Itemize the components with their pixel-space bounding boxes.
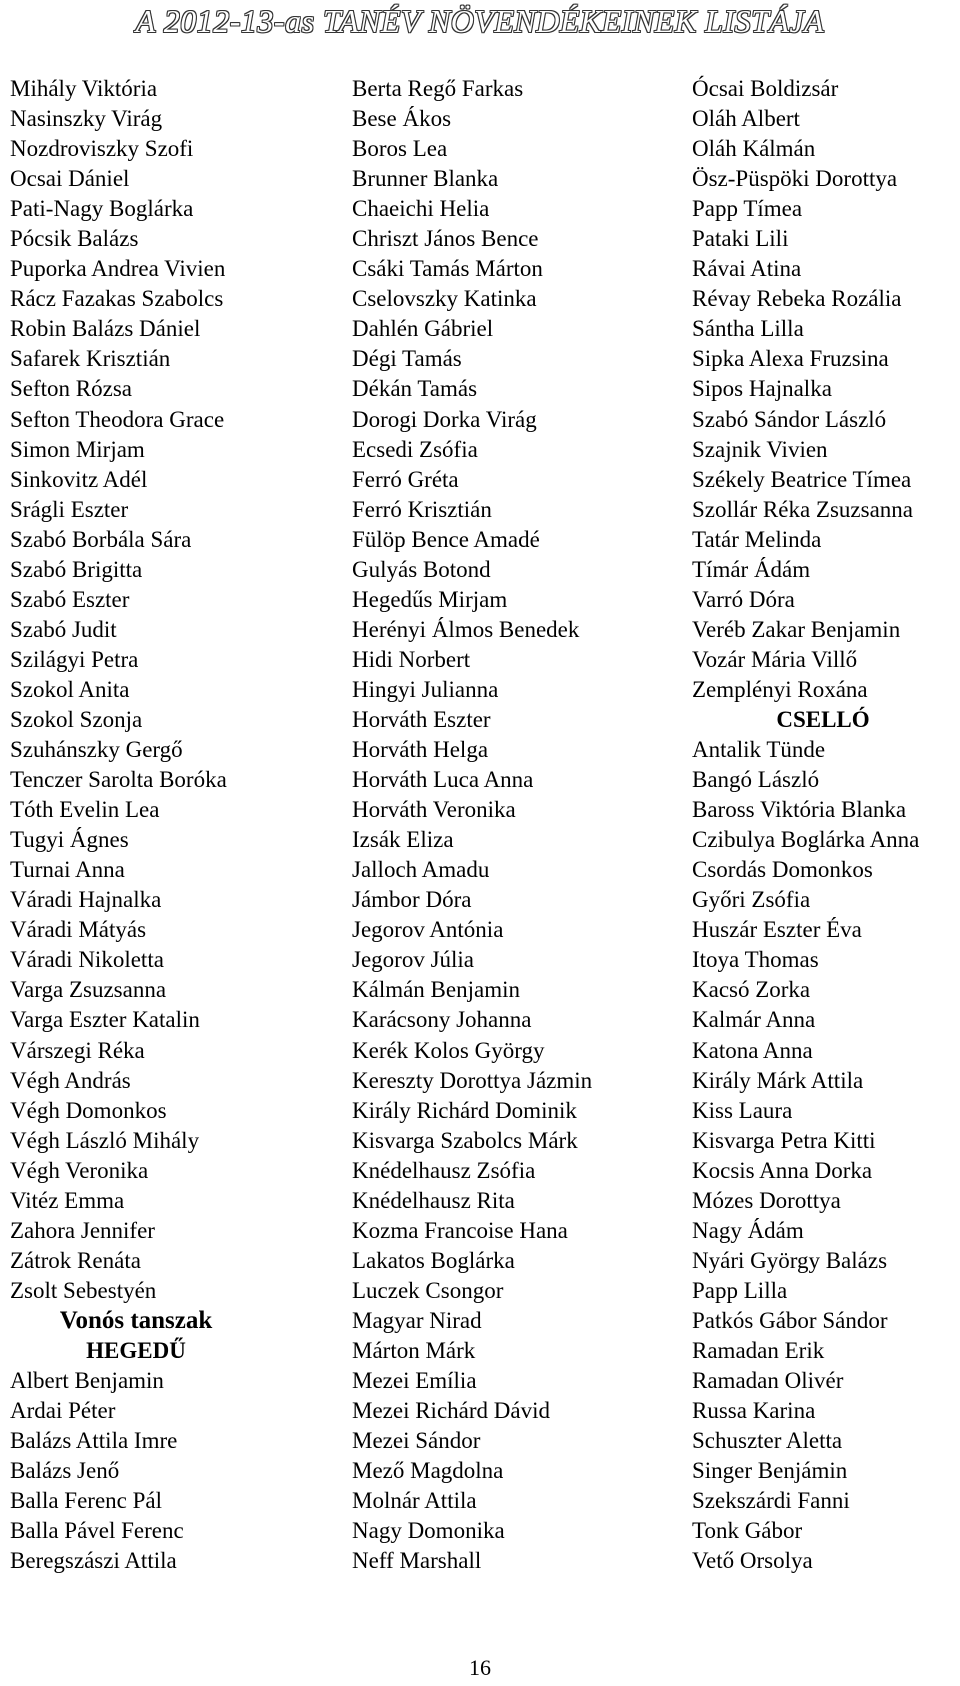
student-name: Magyar Nirad bbox=[352, 1307, 482, 1333]
student-name: Tatár Melinda bbox=[692, 526, 822, 552]
student-name: Varga Zsuzsanna bbox=[10, 977, 167, 1003]
student-name: Szuhánszky Gergő bbox=[10, 737, 183, 763]
student-name: Ecsedi Zsófia bbox=[352, 436, 478, 462]
student-name: Váradi Nikoletta bbox=[10, 947, 164, 973]
student-name: Márton Márk bbox=[352, 1337, 476, 1363]
student-name: Kisvarga Petra Kitti bbox=[692, 1127, 876, 1153]
student-name: Mezei Sándor bbox=[352, 1428, 481, 1454]
student-name: Berta Regő Farkas bbox=[352, 76, 524, 101]
student-name: Fülöp Bence Amadé bbox=[352, 526, 540, 552]
student-name: Tugyi Ágnes bbox=[10, 827, 129, 853]
student-name: Simon Mirjam bbox=[10, 436, 145, 462]
student-name: Szokol Szonja bbox=[10, 706, 143, 732]
student-name: Szokol Anita bbox=[10, 676, 130, 702]
student-name: Szabó Brigitta bbox=[10, 556, 143, 582]
student-name: Végh Veronika bbox=[10, 1157, 149, 1183]
student-name: Nagy Ádám bbox=[692, 1217, 804, 1243]
student-name: Horváth Helga bbox=[352, 737, 489, 763]
student-name: Ferró Gréta bbox=[352, 466, 459, 492]
student-name: Jegorov Antónia bbox=[352, 917, 504, 943]
student-name: Tonk Gábor bbox=[692, 1518, 803, 1544]
student-name: Szabó Borbála Sára bbox=[10, 526, 192, 552]
student-name: Neff Marshall bbox=[352, 1548, 482, 1574]
student-name: Sipka Alexa Fruzsina bbox=[692, 346, 889, 372]
student-name: Safarek Krisztián bbox=[10, 346, 171, 372]
student-name: Srágli Eszter bbox=[10, 496, 129, 522]
subsection-heading: CSELLÓ bbox=[776, 706, 870, 732]
student-name: Izsák Eliza bbox=[352, 827, 454, 853]
student-name: Mezei Richárd Dávid bbox=[352, 1398, 550, 1424]
student-name: Varró Dóra bbox=[692, 586, 795, 612]
student-name: Jámbor Dóra bbox=[352, 887, 472, 913]
student-name: Karácsony Johanna bbox=[352, 1007, 532, 1033]
student-name: Végh Domonkos bbox=[10, 1097, 167, 1123]
student-name: Knédelhausz Rita bbox=[352, 1187, 515, 1213]
name-column-2 bbox=[352, 74, 652, 1576]
student-name: Szilágyi Petra bbox=[10, 646, 139, 672]
student-name: Balázs Jenő bbox=[10, 1458, 120, 1484]
student-name: Balla Pável Ferenc bbox=[10, 1518, 184, 1544]
subsection-heading: HEGEDŰ bbox=[86, 1337, 186, 1363]
student-name: Kerék Kolos György bbox=[352, 1037, 545, 1063]
student-name: Sipos Hajnalka bbox=[692, 376, 832, 402]
name-column-1 bbox=[10, 74, 262, 1576]
student-name: Váradi Hajnalka bbox=[10, 887, 162, 913]
student-name: Székely Beatrice Tímea bbox=[692, 466, 912, 492]
student-name: Turnai Anna bbox=[10, 857, 125, 883]
student-name: Veréb Zakar Benjamin bbox=[692, 616, 901, 642]
student-name: Szabó Sándor László bbox=[692, 406, 887, 432]
student-name: Rávai Atina bbox=[692, 256, 802, 282]
section-heading: Vonós tanszak bbox=[59, 1306, 213, 1334]
student-name: Dékán Tamás bbox=[352, 376, 478, 402]
student-name: Mezei Emília bbox=[352, 1368, 477, 1394]
student-name: Horváth Luca Anna bbox=[352, 767, 534, 793]
student-name: Boros Lea bbox=[352, 136, 448, 162]
student-name: Vitéz Emma bbox=[10, 1187, 125, 1213]
student-name: Horváth Eszter bbox=[352, 706, 491, 732]
student-name: Vozár Mária Villő bbox=[692, 646, 858, 672]
student-name: Zátrok Renáta bbox=[10, 1247, 141, 1273]
student-name: Itoya Thomas bbox=[692, 947, 819, 973]
student-name: Baross Viktória Blanka bbox=[692, 797, 907, 823]
student-name: Mózes Dorottya bbox=[692, 1187, 841, 1213]
student-name: Révay Rebeka Rozália bbox=[692, 286, 902, 312]
student-name: Tímár Ádám bbox=[692, 556, 811, 582]
student-name: Dégi Tamás bbox=[352, 346, 462, 372]
student-name: Kiss Laura bbox=[692, 1097, 793, 1123]
student-name: Végh László Mihály bbox=[10, 1127, 200, 1153]
student-name: Sefton Theodora Grace bbox=[10, 406, 225, 432]
student-name: Sántha Lilla bbox=[692, 316, 804, 342]
student-name: Beregszászi Attila bbox=[10, 1548, 177, 1574]
student-name: Chaeichi Helia bbox=[352, 196, 490, 222]
student-name: Mihály Viktória bbox=[10, 76, 158, 101]
student-name: Kereszty Dorottya Jázmin bbox=[352, 1067, 593, 1093]
student-name: Balázs Attila Imre bbox=[10, 1428, 178, 1454]
student-name: Dahlén Gábriel bbox=[352, 316, 494, 342]
name-column-3 bbox=[692, 74, 954, 1576]
student-name: Ócsai Boldizsár bbox=[692, 76, 839, 101]
student-name: Schuszter Aletta bbox=[692, 1428, 843, 1454]
student-name: Ferró Krisztián bbox=[352, 496, 492, 522]
student-name: Tenczer Sarolta Boróka bbox=[10, 767, 227, 793]
student-name: Antalik Tünde bbox=[692, 737, 826, 763]
student-name: Horváth Veronika bbox=[352, 797, 516, 823]
student-name: Nozdroviszky Szofi bbox=[10, 136, 194, 162]
student-name: Papp Lilla bbox=[692, 1277, 788, 1303]
student-name: Pataki Lili bbox=[692, 226, 789, 252]
student-name: Nagy Domonika bbox=[352, 1518, 505, 1544]
student-name: Kalmár Anna bbox=[692, 1007, 816, 1033]
student-name: Molnár Attila bbox=[352, 1488, 477, 1514]
student-name: Balla Ferenc Pál bbox=[10, 1488, 163, 1514]
student-name: Papp Tímea bbox=[692, 196, 803, 222]
student-name: Huszár Eszter Éva bbox=[692, 917, 862, 943]
student-name: Gulyás Botond bbox=[352, 556, 491, 582]
student-name: Chriszt János Bence bbox=[352, 226, 539, 252]
student-name: Rácz Fazakas Szabolcs bbox=[10, 286, 224, 312]
student-name: Bese Ákos bbox=[352, 106, 452, 132]
student-name: Csáki Tamás Márton bbox=[352, 256, 543, 282]
student-name: Russa Karina bbox=[692, 1398, 816, 1424]
student-name: Luczek Csongor bbox=[352, 1277, 504, 1303]
student-name: Katona Anna bbox=[692, 1037, 813, 1063]
student-name: Knédelhausz Zsófia bbox=[352, 1157, 536, 1183]
student-name: Robin Balázs Dániel bbox=[10, 316, 201, 342]
student-name: Szollár Réka Zsuzsanna bbox=[692, 496, 913, 522]
student-name: Vető Orsolya bbox=[692, 1548, 813, 1574]
student-name: Szekszárdi Fanni bbox=[692, 1488, 850, 1514]
student-name: Váradi Mátyás bbox=[10, 917, 147, 943]
student-name: Cselovszky Katinka bbox=[352, 286, 537, 312]
student-name: Kacsó Zorka bbox=[692, 977, 811, 1003]
student-name: Tóth Evelin Lea bbox=[10, 797, 160, 823]
student-name: Ocsai Dániel bbox=[10, 166, 130, 192]
student-name: Kocsis Anna Dorka bbox=[692, 1157, 873, 1183]
student-name: Oláh Kálmán bbox=[692, 136, 816, 162]
student-name: Csordás Domonkos bbox=[692, 857, 873, 883]
student-name: Dorogi Dorka Virág bbox=[352, 406, 537, 432]
student-name: Sefton Rózsa bbox=[10, 376, 133, 402]
student-name: Pócsik Balázs bbox=[10, 226, 139, 252]
student-name: Végh András bbox=[10, 1067, 131, 1093]
student-name: Hingyi Julianna bbox=[352, 676, 499, 702]
student-name: Ramadan Olivér bbox=[692, 1368, 844, 1394]
student-name: Oláh Albert bbox=[692, 106, 800, 132]
student-name: Nyári György Balázs bbox=[692, 1247, 888, 1273]
student-name: Jegorov Júlia bbox=[352, 947, 475, 973]
student-name: Pati-Nagy Boglárka bbox=[10, 196, 194, 222]
student-name: Sinkovitz Adél bbox=[10, 466, 148, 492]
student-name: Puporka Andrea Vivien bbox=[10, 256, 226, 282]
student-name: Bangó László bbox=[692, 767, 820, 793]
student-name: Király Richárd Dominik bbox=[352, 1097, 577, 1123]
student-name: Lakatos Boglárka bbox=[352, 1247, 515, 1273]
student-name: Herényi Álmos Benedek bbox=[352, 616, 580, 642]
student-name: Hegedűs Mirjam bbox=[352, 586, 508, 612]
student-name: Kisvarga Szabolcs Márk bbox=[352, 1127, 578, 1153]
student-name: Czibulya Boglárka Anna bbox=[692, 827, 920, 853]
student-name: Szabó Eszter bbox=[10, 586, 130, 612]
student-name: Király Márk Attila bbox=[692, 1067, 864, 1093]
student-name: Kálmán Benjamin bbox=[352, 977, 520, 1003]
student-name: Varga Eszter Katalin bbox=[10, 1007, 200, 1033]
student-name: Várszegi Réka bbox=[10, 1037, 145, 1063]
student-name: Szabó Judit bbox=[10, 616, 117, 642]
page-number: 16 bbox=[469, 1655, 491, 1680]
page-title: A 2012-13-as TANÉV NÖVENDÉKEINEK LISTÁJA bbox=[135, 3, 825, 39]
student-name: Ardai Péter bbox=[10, 1398, 116, 1424]
student-name: Patkós Gábor Sándor bbox=[692, 1307, 888, 1333]
student-name: Kozma Francoise Hana bbox=[352, 1217, 568, 1243]
student-name: Nasinszky Virág bbox=[10, 106, 163, 132]
student-name: Zemplényi Roxána bbox=[692, 676, 868, 702]
student-name: Mező Magdolna bbox=[352, 1458, 504, 1484]
student-name: Jalloch Amadu bbox=[352, 857, 490, 883]
student-name: Ramadan Erik bbox=[692, 1337, 825, 1363]
student-name: Albert Benjamin bbox=[10, 1368, 164, 1394]
student-name: Singer Benjámin bbox=[692, 1458, 848, 1484]
student-name: Ösz-Püspöki Dorottya bbox=[692, 166, 898, 192]
student-name: Szajnik Vivien bbox=[692, 436, 828, 462]
student-name: Győri Zsófia bbox=[692, 887, 811, 913]
student-name: Hidi Norbert bbox=[352, 646, 471, 672]
student-name: Zahora Jennifer bbox=[10, 1217, 155, 1243]
student-name: Zsolt Sebestyén bbox=[10, 1277, 157, 1303]
student-name: Brunner Blanka bbox=[352, 166, 499, 192]
